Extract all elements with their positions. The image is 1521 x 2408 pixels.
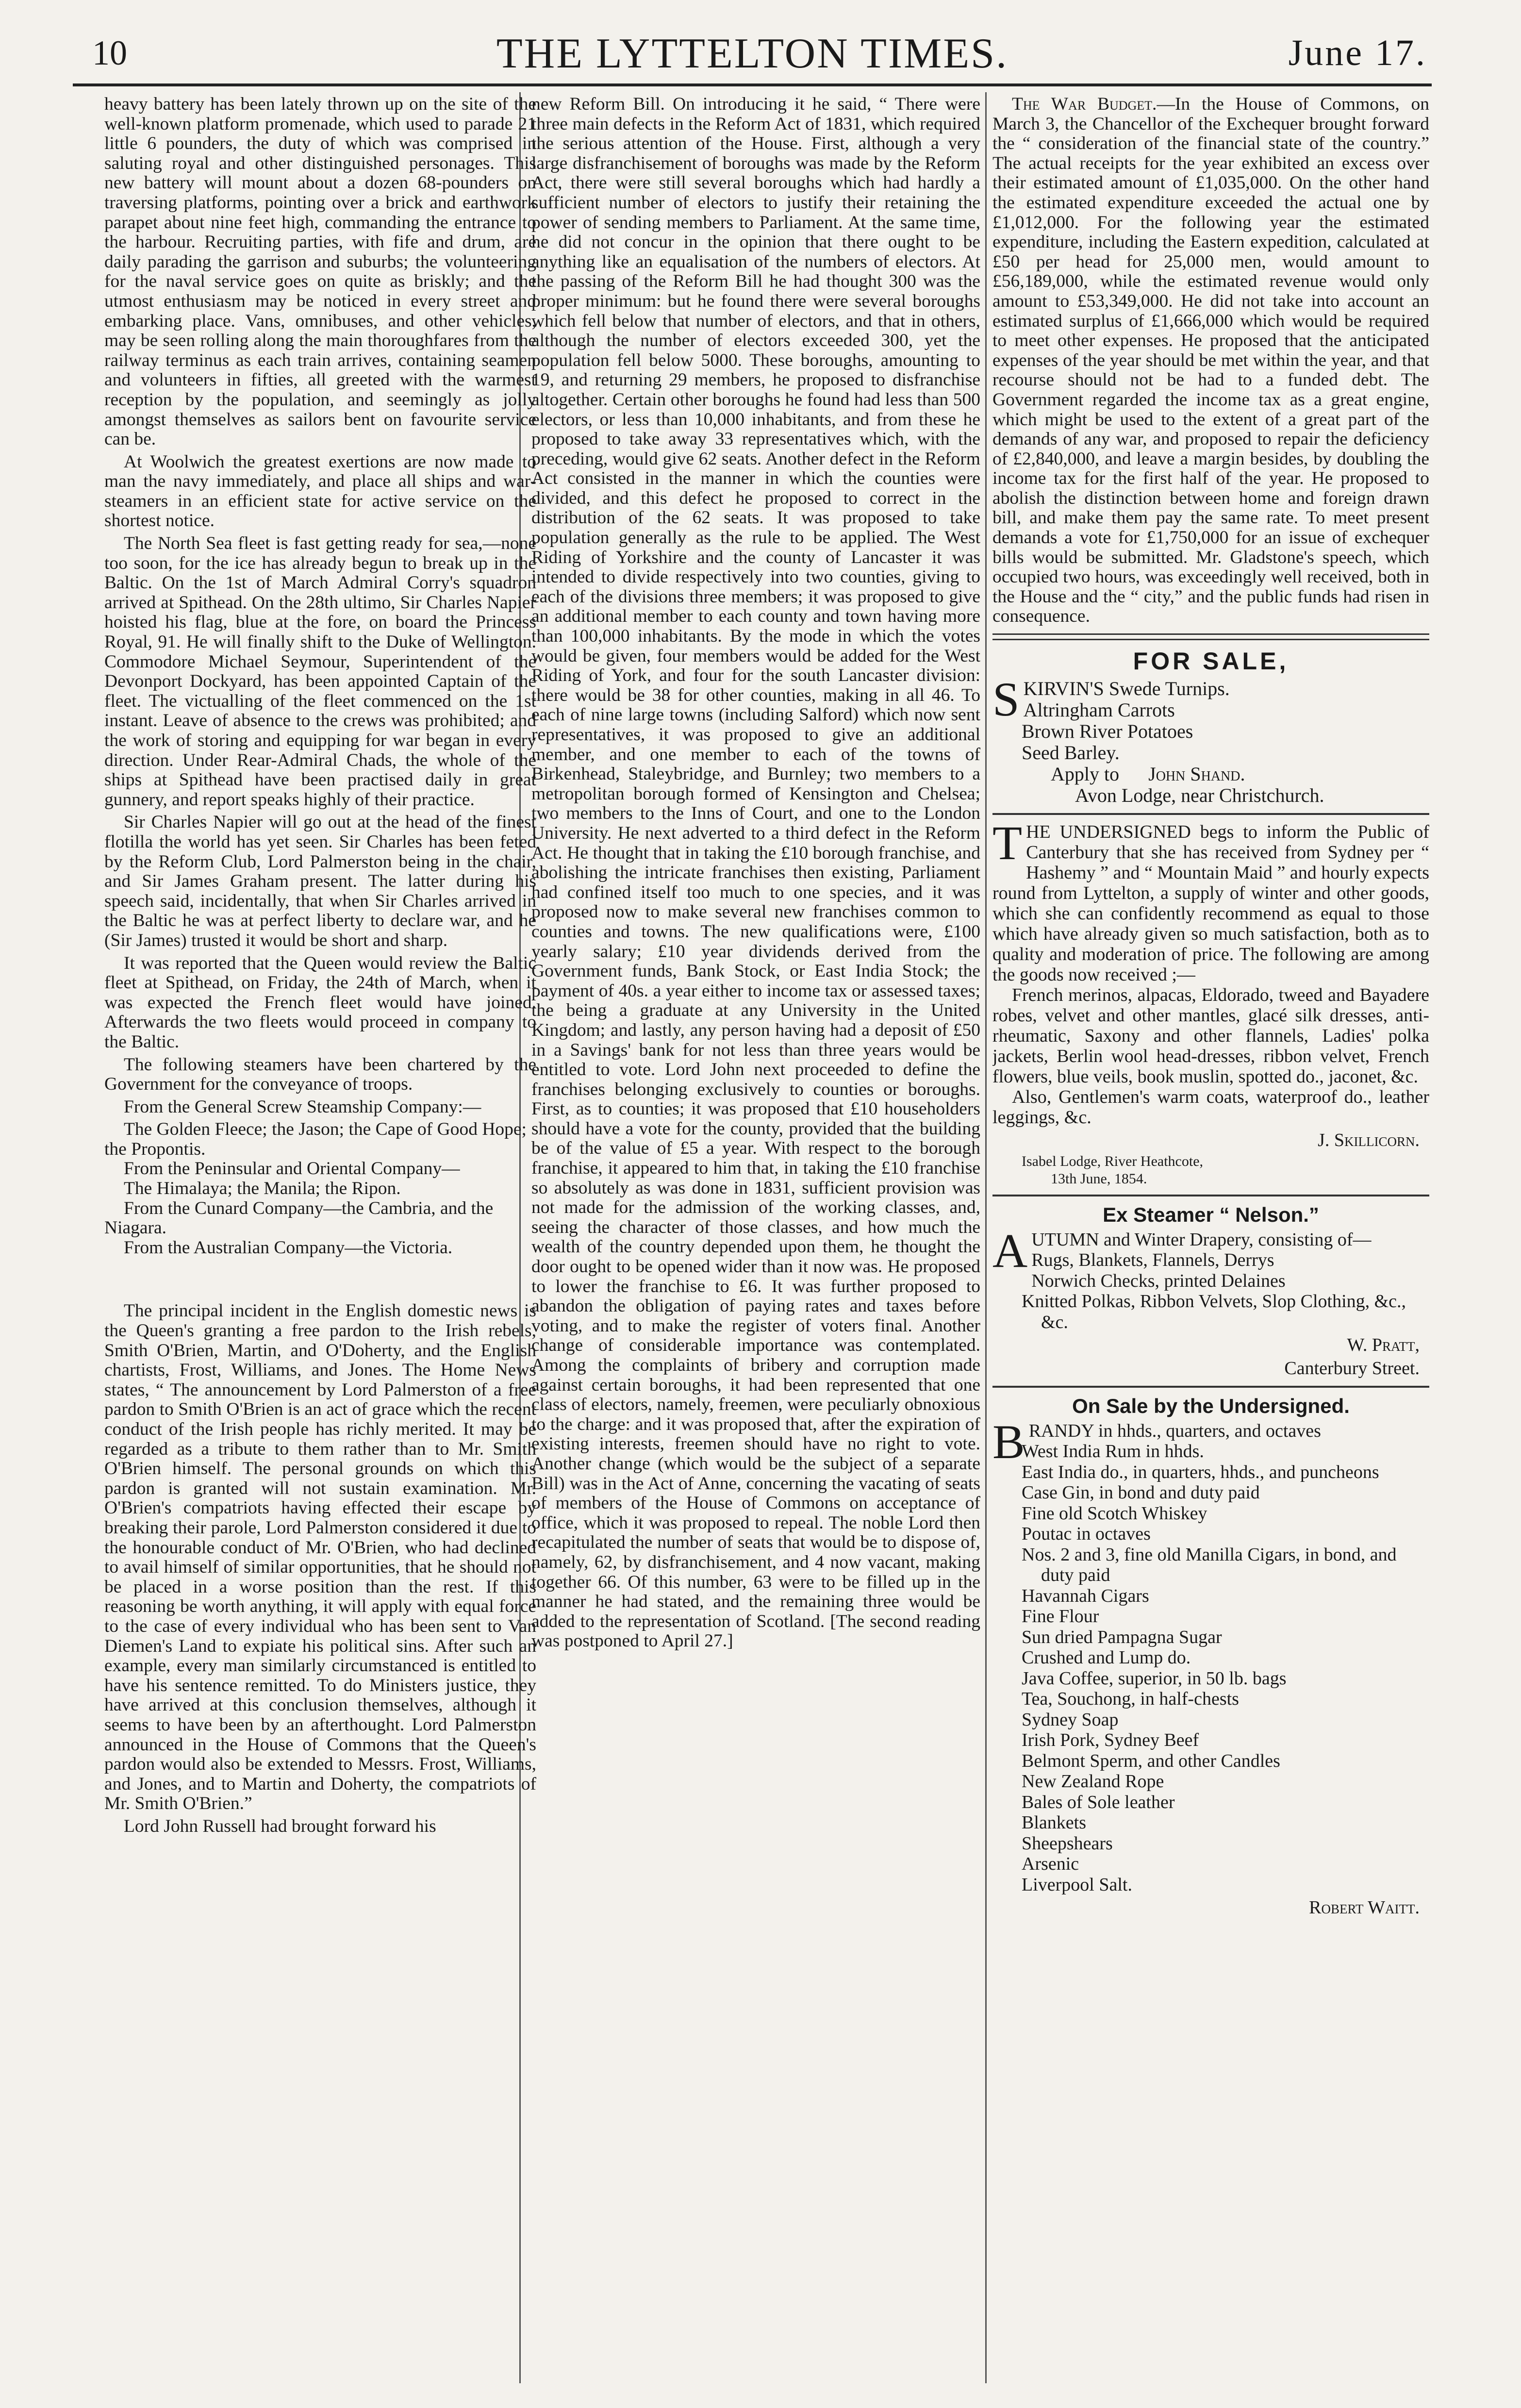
article-paragraph: It was reported that the Queen would review the Baltic fleet at Spithead, on Friday, the 24th of March, when it was expected the French fleet would have joined. Afterwards the two fleets would proceed in company to the Baltic. (104, 953, 536, 1052)
list-item: From the Cunard Company—the Cambria, and the Niagara. (104, 1198, 494, 1238)
ad-signature: Robert Waitt. (1309, 1897, 1420, 1918)
article-paragraph: Sir Charles Napier will go out at the head of the finest flotilla the world has yet seen. Sir Charles has been feted by the Reform Club, Lord Palmerston being in the chair, and Sir James Graham present. The latter during his speech said, incidentally, that when Sir Charles arrived in the Baltic he was at perfect liberty to declare war, and he (Sir James) trusted it would be short and sharp. (104, 812, 536, 950)
list-item: Fine Flour (1022, 1606, 1099, 1627)
ad-signature: J. Skillicorn. (1318, 1130, 1420, 1151)
ad-goods: French merinos, alpacas, Eldorado, tweed and Bayadere robes, velvet and other mantles, glacé silk dresses, anti-rheumatic, Saxony and other flannels, Ladies' polka jackets, Berlin wool head-dresses, ribbon velvet, French flowers, blue veils, book muslin, spotted do., jaconet, &c. (992, 985, 1429, 1087)
list-item: Liverpool Salt. (1022, 1874, 1132, 1895)
article-paragraph: The principal incident in the English domestic news is the Queen's granting a free pardon to the Irish rebels, Smith O'Brien, Martin, and O'Doherty, and the English chartists, Frost, Williams, and Jones. The Home News states, “ The announcement by Lord Palmerston of a free pardon to Smith O'Brien is an act of grace which the recent conduct of the Irish people has richly merited. It may be regarded as a tribute to them rather than to Mr. Smith O'Brien himself. The personal grounds on which this pardon is granted will not sustain examination. Mr. O'Brien's compatriots having effected their escape by breaking their parole, Lord Palmerston considered it due to the honourable conduct of Mr. O'Brien, who had declined to avail himself of similar opportunities, that he should not be placed in a worse position than the rest. If this reasoning be worth anything, it will apply with equal force to the case of every individual who has been sent to Van Diemen's Land to expiate his political sins. After such an example, every man similarly circumstanced is entitled to have his sentence remitted. To do Ministers justice, they have arrived at this conclusion themselves, although it seems to have been by an afterthought. Lord Palmerston announced in the House of Commons that the Queen's pardon would also be extended to Messrs. Frost, Williams, and Jones, and to Martin and Doherty, the compatriots of Mr. Smith O'Brien.” (104, 1301, 536, 1814)
war-budget-article (992, 95, 1429, 627)
list-item: New Zealand Rope (1022, 1771, 1164, 1792)
list-item: The Himalaya; the Manila; the Ripon. (124, 1179, 401, 1199)
ad-line: Seed Barley. (1022, 742, 1120, 764)
list-item: Case Gin, in bond and duty paid (1022, 1482, 1260, 1503)
list-item: Tea, Souchong, in half-chests (1022, 1689, 1239, 1710)
list-item: Irish Pork, Sydney Beef (1022, 1730, 1199, 1751)
list-item: Fine old Scotch Whiskey (1022, 1503, 1207, 1524)
ad-signature: John Shand. (1148, 763, 1245, 785)
ad-line: RANDY in hhds., quarters, and octaves (1028, 1421, 1321, 1442)
ad-heading: On Sale by the Undersigned. (1072, 1395, 1350, 1418)
article-paragraph: The North Sea fleet is fast getting ready for sea,—none too soon, for the ice has already begun to break up in the Baltic. On the 1st of March Admiral Corry's squadron arrived at Spithead. On the 28th ultimo, Sir Charles Napier hoisted his flag, blue at the fore, on board the Princess Royal, 91. He will finally shift to the Duke of Wellington. Commodore Michael Seymour, Superintendent of the Devonport Dockyard, has been appointed Captain of the fleet. The victualling of the fleet commenced on the 1st instant. Leave of absence to the crews was prohibited; and the work of storing and equipping for war began in every direction. Under Rear-Admiral Chads, the whole of the ships at Spithead have been practised daily in great gunnery, and report speaks highly of their practice. (104, 533, 536, 810)
list-item: Sun dried Pampagna Sugar (1022, 1627, 1222, 1647)
drop-cap: A (992, 1224, 1028, 1278)
ad-on-sale (992, 1395, 1429, 1918)
list-item: West India Rum in hhds. (1022, 1441, 1204, 1462)
masthead (73, 29, 1432, 78)
section-rule (992, 633, 1429, 640)
ad-for-sale (992, 647, 1429, 806)
ad-date: 13th June, 1854. (1051, 1171, 1147, 1187)
section-gap (104, 1258, 536, 1301)
goods-list (992, 1441, 1429, 1895)
ad-signature: W. Pratt, (1347, 1335, 1420, 1356)
ad-line: Apply to John Shand. (1051, 763, 1245, 785)
ad-line: Altringham Carrots (1023, 699, 1175, 721)
section-rule (992, 1386, 1429, 1388)
column-2 (531, 95, 980, 1654)
ad-address: Avon Lodge, near Christchurch. (1075, 784, 1324, 807)
ad-ex-steamer (992, 1203, 1429, 1379)
column-1 (104, 95, 536, 1839)
drop-cap: S (992, 672, 1020, 727)
article-paragraph: Lord John Russell had brought forward his (124, 1816, 436, 1836)
list-item: Nos. 2 and 3, fine old Manilla Cigars, in bond, and duty paid (1022, 1544, 1397, 1586)
article-paragraph: At Woolwich the greatest exertions are now made to man the navy immediately, and place all ships and war-steamers in an efficient state for active service on the shortest notice. (104, 451, 536, 531)
list-item: Bales of Sole leather (1022, 1792, 1175, 1812)
page-number: 10 (92, 33, 127, 72)
list-item: Havannah Cigars (1022, 1585, 1149, 1606)
list-item: Sydney Soap (1022, 1709, 1119, 1730)
column-3 (992, 95, 1429, 1918)
ad-line: Brown River Potatoes (1022, 720, 1193, 743)
list-item: From the Australian Company—the Victoria. (124, 1237, 453, 1258)
article-paragraph: The following steamers have been chartered by the Government for the conveyance of troops. (104, 1054, 536, 1095)
ad-address: Canterbury Street. (1284, 1358, 1420, 1379)
article-paragraph: From the General Screw Steamship Company:— (124, 1096, 481, 1117)
list-item: Sheepshears (1022, 1833, 1113, 1854)
list-item: Belmont Sperm, and other Candles (1022, 1750, 1280, 1771)
ad-undersigned (992, 816, 1429, 1188)
newspaper-title: THE LYTTELTON TIMES. (496, 30, 1008, 77)
drop-cap: T (992, 816, 1023, 870)
section-rule (992, 813, 1429, 815)
war-budget-lead: The War Budget. (1012, 95, 1157, 114)
list-item: Crushed and Lump do. (1022, 1647, 1191, 1668)
ad-line: Knitted Polkas, Ribbon Velvets, Slop Clothing, &c., &c. (1022, 1291, 1406, 1332)
list-item: Arsenic (1022, 1854, 1079, 1875)
issue-date: June 17. (1288, 33, 1427, 73)
ad-address: Isabel Lodge, River Heathcote, (1022, 1153, 1204, 1170)
ad-heading: Ex Steamer “ Nelson.” (1103, 1203, 1319, 1227)
drop-cap: B (992, 1415, 1025, 1469)
article-paragraph: new Reform Bill. On introducing it he said, “ There were three main defects in the Reform Act of 1831, which required the serious attention of the House. First, although a very large disfranchisement of boroughs was made by the Reform Act, there were still several boroughs which had hardly a sufficient number of electors to justify their retaining the power of sending members to Parliament. At the same time, he did not concur in the opinion that there ought to be anything like an equalisation of the numbers of electors. At the passing of the Reform Bill he had thought 300 was the proper minimum: but he found there were several boroughs which fell below that number of electors, and that in others, although the number of electors exceeded 300, yet the population fell below 5000. These boroughs, amounting to 19, and returning 29 members, he proposed to disfranchise altogether. Certain other boroughs he found had less than 500 electors, or less than 10,000 inhabitants, and from these he proposed to take away 33 representatives which, with the preceding, would give 62 seats. Another defect in the Reform Act consisted in the manner in which the counties were divided, and this defect he proposed to correct in the distribution of the 62 seats. It was proposed to take population generally as the rule to be applied. The West Riding of Yorkshire and the county of Lancaster it was intended to divide respectively into two counties, giving to each of the divisions three members; it was proposed to give an additional member to each county and town having more than 100,000 inhabitants. By the mode in which the votes would be given, four members would be added for the West Riding of York, and four for the south Lancaster division: there would be 38 for other counties, making in all 46. To each of nine large towns (including Salford) which now sent representatives, it was proposed to give an additional member, and one member to each of the towns of Birkenhead, Staleybridge, and Burnley; two members to a metropolitan borough formed of Kensington and Chelsea; two members to the Inns of Court, and one to the London University. He next adverted to a third defect in the Reform Act. He thought that in taking the £10 borough franchise, and abolishing the intricate franchises then existing, Parliament had confined itself too much to one species, and it was proposed now to make several new franchises common to counties and towns. The new qualifications were, £100 yearly salary; £10 year dividends derived from the Government funds, Bank Stock, or East India Stock; the payment of 40s. a year either to income tax or assessed taxes; the being a graduate at any University in the United Kingdom; and lastly, any person having had a deposit of £50 in a Savings' bank for not less than three years would be entitled to vote. Lord John next proceeded to define the franchises belonging exclusively to counties or boroughs. First, as to counties; it was proposed that £10 householders should have a vote for the county, provided that the building be of the value of £5 a year. With respect to the borough franchise, it appeared to him that, in taking the £10 franchise so absolutely as was done in 1831, sufficient provision was not made for the admission of the working classes, and, seeing the character of those classes, and how much the wealth of the country depended upon them, he thought the door ought to be opened wider than it now was. He proposed to lower the franchise to £6. It was further proposed to abandon the obligation of paying rates and taxes before voting, and to make the register of voters final. Another change of considerable importance was contemplated. Among the complaints of bribery and corruption made against certain boroughs, it had been represented that one class of electors, namely, freemen, were peculiarly obnoxious to the charge: and it was proposed that, after the expiration of existing interests, freemen should have no right to vote. Another change (which would be the subject of a separate Bill) was in the Act of Anne, concerning the vacating of seats of members of the House of Commons on acceptance of office, which it was proposed to repeal. The noble Lord then recapitulated the number of seats that would be to dispose of, namely, 62, by disfranchisement, and 4 now vacant, making together 66. Of this number, 63 were to be filled up in the manner he had stated, and the remaining three would be added to the representation of Scotland. [The second reading was postponed to April 27.] (531, 95, 980, 1651)
column-divider (985, 92, 987, 2383)
list-item: From the Peninsular and Oriental Company— (124, 1159, 460, 1179)
list-item: East India do., in quarters, hhds., and puncheons (1022, 1461, 1379, 1482)
list-item: Java Coffee, superior, in 50 lb. bags (1022, 1668, 1287, 1689)
masthead-rule (73, 83, 1432, 86)
ad-heading: FOR SALE, (1133, 648, 1289, 675)
ad-line: Norwich Checks, printed Delaines (1031, 1270, 1286, 1291)
ad-line: KIRVIN'S Swede Turnips. (1023, 678, 1230, 700)
war-budget-text: —In the House of Commons, on March 3, the Chancellor of the Exchequer brought forward the “ consideration of the financial state of the country.” The actual receipts for the year exhibited an excess over their estimated amount of £1,035,000. On the other hand the estimated expenditure exceeded the actual one by £1,012,000. For the following year the estimated expenditure, including the Eastern expedition, calculated at £50 per head for 25,000 men, would amount to £56,189,000, while the estimated revenue would only amount to £53,349,000. He did not take into account an estimated surplus of £1,666,000 which would be required to meet other expenses. He proposed that the anticipated expenses of the year should be met within the year, and that recourse should not be had to a funded debt. The Government regarded the income tax as a great engine, which might be used to the extent of a great part of the demands of any war, and proposed to repair the deficiency of £2,840,000, and leave a margin besides, by doubling the income tax for the first half of the year. He proposed to abolish the distinction between home and foreign drawn bill, and make them pay the same rate. To meet present demands a vote for £1,750,000 for an issue of exchequer bills would be submitted. Mr. Gladstone's speech, which occupied two hours, was exceedingly well received, both in the House and the “ city,” and the public funds had risen in consequence. (992, 95, 1429, 627)
list-item: Blankets (1022, 1812, 1086, 1833)
section-rule (992, 1195, 1429, 1196)
ad-text: UTUMN and Winter Drapery, consisting of— (1031, 1229, 1372, 1250)
ad-text: HE UNDERSIGNED begs to inform the Public of Canterbury that she has received from Sydney per “ Hashemy ” and “ Mountain Maid ” and hourly expects round from Lyttelton, a supply of winter and other goods, which she can confidently recommend as equal to those which have already given so much satisfaction, both as to quality and moderation of price. The following are among the goods now received ;— (992, 822, 1429, 985)
list-item: The Golden Fleece; the Jason; the Cape of Good Hope; the Propontis. (104, 1119, 527, 1159)
list-item: Poutac in octaves (1022, 1524, 1151, 1544)
ad-also: Also, Gentlemen's warm coats, waterproof do., leather leggings, &c. (992, 1087, 1429, 1128)
article-paragraph: heavy battery has been lately thrown up on the site of the well-known platform promenade, which used to parade 21 little 6 pounders, the duty of which was comprised in saluting royal and other distinguished personages. This new battery will mount about a dozen 68-pounders on traversing platforms, pointing over a brick and earthwork parapet about nine feet high, commanding the entrance to the harbour. Recruiting parties, with fife and drum, are daily parading the garrison and suburbs; the volunteering for the naval service goes on quite as briskly; and the utmost enthusiasm may be noticed in every street and embarking place. Vans, omnibuses, and other vehicles, may be seen rolling along the main thoroughfares from the railway terminus as each train arrives, containing seamen and volunteers in fifties, all greeted with the warmest reception by the population, and seemingly as jolly amongst themselves as sailors bent on favourite service can be. (104, 95, 536, 449)
ad-line: Rugs, Blankets, Flannels, Derrys (1031, 1250, 1274, 1271)
